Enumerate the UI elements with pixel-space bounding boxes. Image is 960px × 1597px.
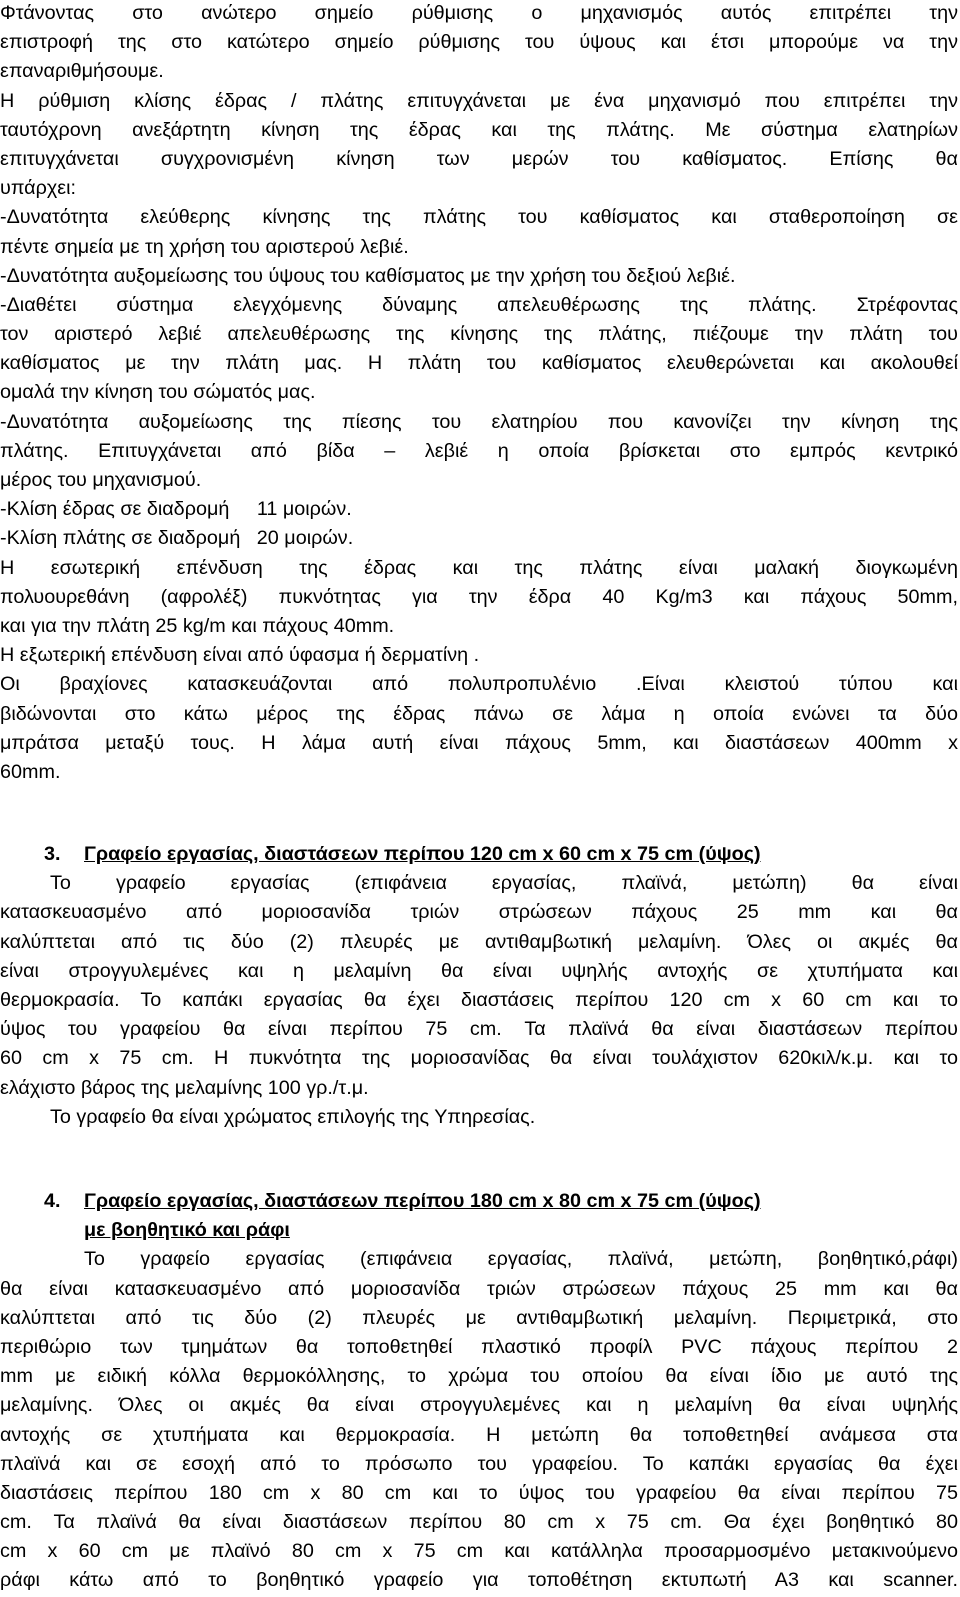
text-line: cm x 60 cm με πλαϊνό 80 cm x 75 cm και κατάλληλα προσαρμοσμένο μετακινούμενο xyxy=(0,1540,958,1563)
section-number: 3. xyxy=(44,843,61,865)
section-title: με βοηθητικό και ράφι xyxy=(84,1219,290,1242)
text-line: cm. Τα πλαϊνά θα είναι διαστάσεων περίπου 80 cm x 75 cm. Θα έχει βοηθητικό 80 xyxy=(0,1511,958,1534)
text-line: 60mm. xyxy=(0,760,61,783)
text-line: επιτυγχάνεται συγχρονισμένη κίνηση των μερών του καθίσματος. Επίσης θα xyxy=(0,147,958,170)
text-line: Το γραφείο εργασίας (επιφάνεια εργασίας, πλαϊνά, μετώπη) θα είναι xyxy=(50,872,958,895)
text-line: καθίσματος με την πλάτη μας. Η πλάτη του καθίσματος ελευθερώνεται και ακολουθεί xyxy=(0,352,958,375)
text-line: είναι στρογγυλεμένες και η μελαμίνη θα είναι υψηλής αντοχής σε χτυπήματα και xyxy=(0,959,958,982)
text-line: αντοχής σε χτυπήματα και θερμοκρασία. Η μετώπη θα τοποθετηθεί ανάμεσα στα xyxy=(0,1423,958,1446)
chair-specs-text xyxy=(0,0,958,787)
section-4-heading-cont xyxy=(0,1216,958,1245)
text-line: Η εξωτερική επένδυση είναι από ύφασμα ή δερματίνη . xyxy=(0,644,480,667)
section-title: Γραφείο εργασίας, διαστάσεων περίπου 180 cm x 80 cm x 75 cm (ύψος) xyxy=(84,1190,761,1212)
text-line: Φτάνοντας στο ανώτερο σημείο ρύθμισης ο μηχανισμός αυτός επιτρέπει την xyxy=(0,2,958,24)
section-3 xyxy=(0,840,958,1132)
section-3-heading xyxy=(0,840,958,869)
text-line: βιδώνονται στο κάτω μέρος της έδρας πάνω σε λάμα η οποία ενώνει τα δύο xyxy=(0,702,958,725)
text-line: πολυουρεθάνη (αφρολέξ) πυκνότητας για την έδρα 40 Kg/m3 και πάχους 50mm, xyxy=(0,585,958,608)
section-4-heading xyxy=(0,1187,958,1216)
text-line: Οι βραχίονες κατασκευάζονται από πολυπροπυλένιο .Είναι κλειστού τύπου και xyxy=(0,673,958,696)
text-line: πέντε σημεία με τη χρήση του αριστερού λεβιέ. xyxy=(0,235,409,258)
text-line: -Δυνατότητα αυξομείωσης της πίεσης του ελατηρίου που κανονίζει την κίνηση της xyxy=(0,410,958,433)
section-number: 4. xyxy=(44,1190,61,1212)
text-line: ελάχιστο βάρος της μελαμίνης 100 γρ./τ.μ. xyxy=(0,1076,369,1099)
text-line: ράφι κάτω από το βοηθητικό γραφείο για τοποθέτηση εκτυπωτή Α3 και scanner. xyxy=(0,1569,958,1592)
text-line: -Κλίση έδρας σε διαδρομή 11 μοιρών. xyxy=(0,498,352,521)
text-line: περιθώριο των τμημάτων θα τοποθετηθεί πλαστικό προφίλ PVC πάχους περίπου 2 xyxy=(0,1335,958,1358)
text-line: ταυτόχρονη ανεξάρτητη κίνηση της έδρας και της πλάτης. Με σύστημα ελατηρίων xyxy=(0,118,958,141)
text-line: υπάρχει: xyxy=(0,177,76,200)
text-line: μελαμίνης. Όλες οι ακμές θα είναι στρογγυλεμένες και η μελαμίνη θα είναι υψηλής xyxy=(0,1394,958,1417)
text-line: πλαϊνά και σε εσοχή από το πρόσωπο του γραφείου. Το καπάκι εργασίας θα έχει xyxy=(0,1452,958,1475)
text-line: Το γραφείο εργασίας (επιφάνεια εργασίας, πλαϊνά, μετώπη, βοηθητικό,ράφι) xyxy=(84,1248,958,1271)
text-line: Η εσωτερική επένδυση της έδρας και της πλάτης είναι μαλακή διογκωμένη xyxy=(0,556,958,579)
text-line: Η ρύθμιση κλίσης έδρας / πλάτης επιτυγχάνεται με ένα μηχανισμό που επιτρέπει την xyxy=(0,89,958,112)
text-line: -Κλίση πλάτης σε διαδρομή 20 μοιρών. xyxy=(0,527,354,550)
text-line: -Διαθέτει σύστημα ελεγχόμενης δύναμης απελευθέρωσης της πλάτης. Στρέφοντας xyxy=(0,293,958,316)
text-line: επιστροφή της στο κατώτερο σημείο ρύθμισης του ύψους και έτσι μπορούμε να την xyxy=(0,31,958,54)
text-line: πλάτης. Επιτυγχάνεται από βίδα – λεβιέ η οποία βρίσκεται στο εμπρός κεντρικό xyxy=(0,439,958,462)
text-line: μέρος του μηχανισμού. xyxy=(0,469,202,491)
section-4 xyxy=(0,1187,958,1596)
text-line: διαστάσεις περίπου 180 cm x 80 cm και το ύψος του γραφείου θα είναι περίπου 75 xyxy=(0,1481,958,1504)
text-line: κατασκευασμένο από μοριοσανίδα τριών στρώσεων πάχους 25 mm και θα xyxy=(0,901,958,924)
text-line: θα είναι κατασκευασμένο από μοριοσανίδα τριών στρώσεων πάχους 25 mm και θα xyxy=(0,1277,958,1300)
text-line: τον αριστερό λεβιέ απελευθέρωσης της κίνησης της πλάτης, πιέζουμε την πλάτη του xyxy=(0,323,958,346)
text-line: 60 cm x 75 cm. Η πυκνότητα της μοριοσανίδας θα είναι τουλάχιστον 620κιλ/κ.μ. και το xyxy=(0,1047,958,1070)
text-line: καλύπτεται από τις δύο (2) πλευρές με αντιθαμβωτική μελαμίνη. Περιμετρικά, στο xyxy=(0,1306,958,1329)
text-line: Το γραφείο θα είναι χρώματος επιλογής της Υπηρεσίας. xyxy=(50,1105,536,1128)
text-line: μπράτσα μεταξύ τους. Η λάμα αυτή είναι πάχους 5mm, και διαστάσεων 400mm x xyxy=(0,731,958,754)
text-line: καλύπτεται από τις δύο (2) πλευρές με αντιθαμβωτική μελαμίνη. Όλες οι ακμές θα xyxy=(0,930,958,953)
text-line: και για την πλάτη 25 kg/m και πάχους 40mm. xyxy=(0,614,395,637)
text-line: mm με ειδική κόλλα θερμοκόλλησης, το χρώμα του οποίου θα είναι ίδιο με αυτό της xyxy=(0,1365,958,1388)
text-line: -Δυνατότητα αυξομείωσης του ύψους του καθίσματος με την χρήση του δεξιού λεβιέ. xyxy=(0,264,736,287)
text-line: ύψος του γραφείου θα είναι περίπου 75 cm. Τα πλαϊνά θα είναι διαστάσεων περίπου xyxy=(0,1018,958,1041)
text-line: θερμοκρασία. Το καπάκι εργασίας θα έχει διαστάσεις περίπου 120 cm x 60 cm και το xyxy=(0,988,958,1011)
text-line: επαναριθμήσουμε. xyxy=(0,60,164,83)
section-title: Γραφείο εργασίας, διαστάσεων περίπου 120 cm x 60 cm x 75 cm (ύψος) xyxy=(84,843,761,865)
text-line: -Δυνατότητα ελεύθερης κίνησης της πλάτης του καθίσματος και σταθεροποίηση σε xyxy=(0,206,958,229)
text-line: ομαλά την κίνηση του σώματός μας. xyxy=(0,381,316,404)
